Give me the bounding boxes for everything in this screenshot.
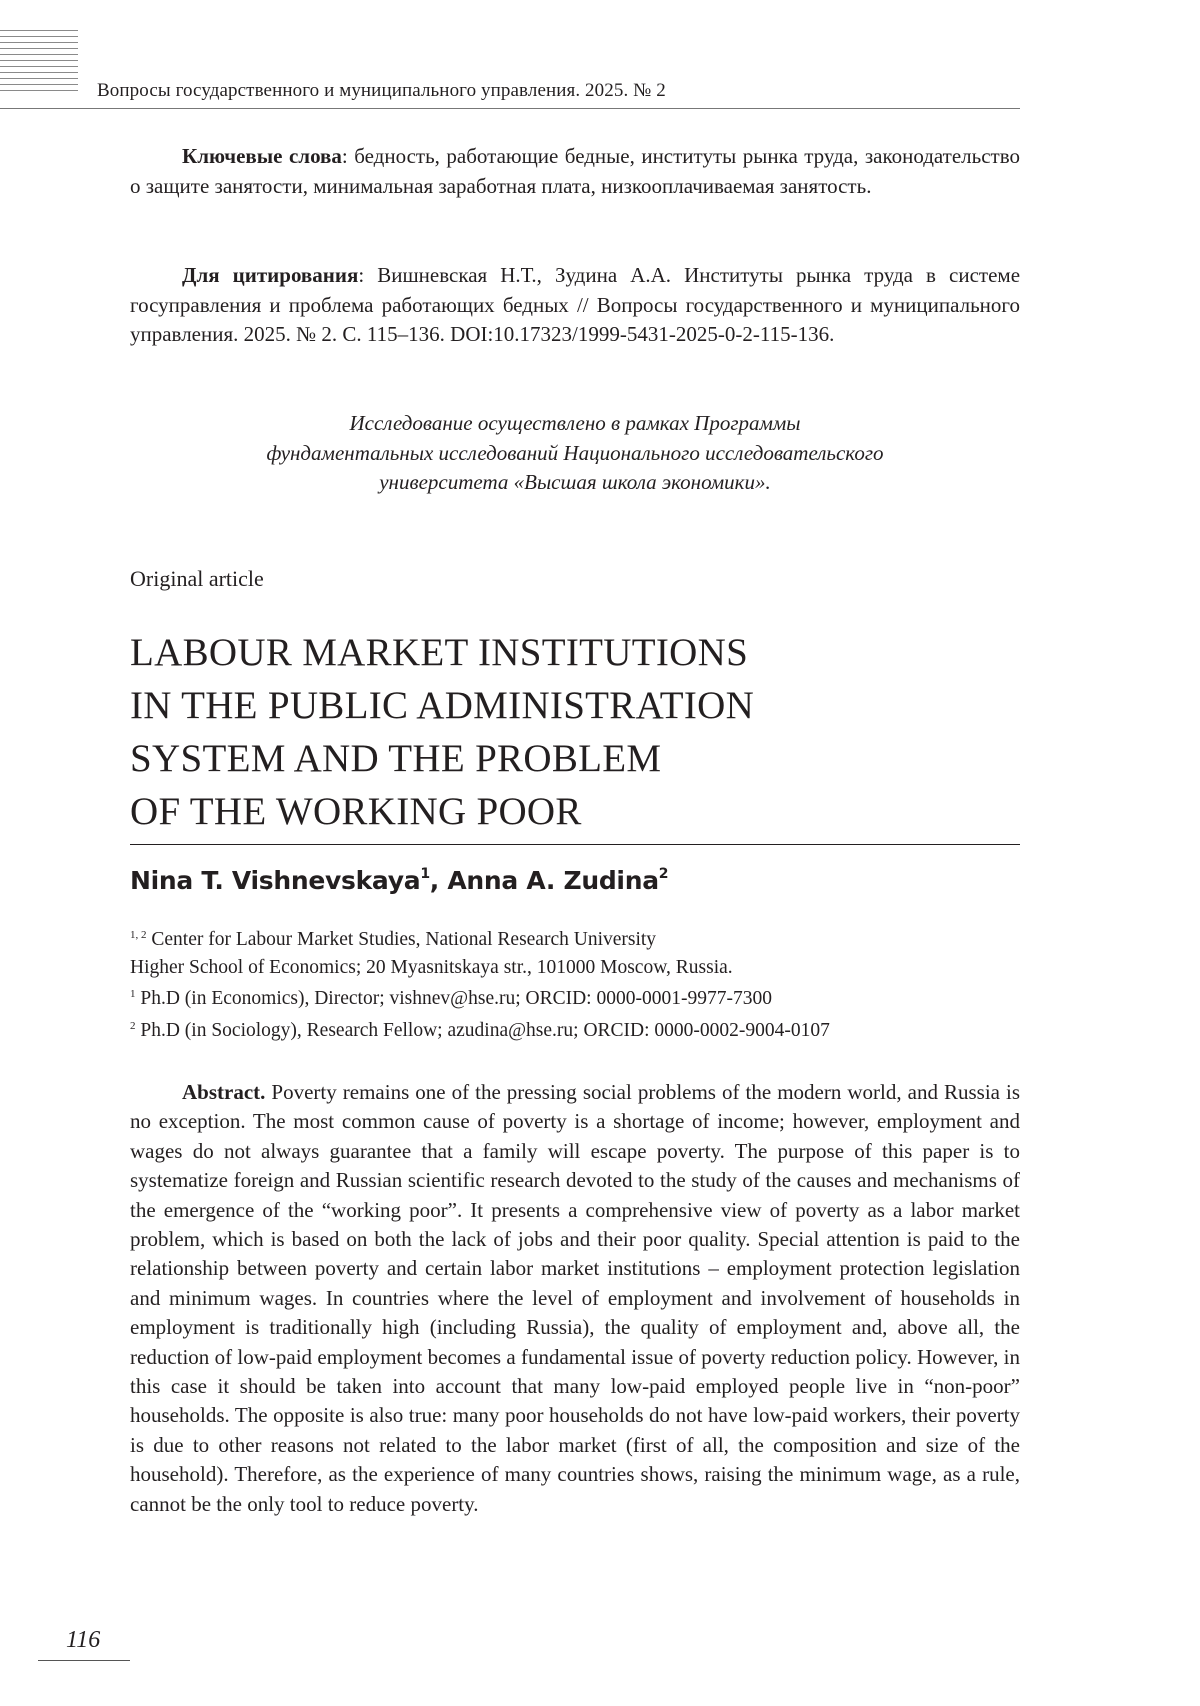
affiliations [130, 922, 1020, 1044]
keywords-label: Ключевые слова [182, 144, 342, 168]
affiliation-line-4 [130, 1013, 1020, 1045]
citation-paragraph [130, 261, 1020, 350]
affiliation-text-3: Ph.D (in Economics), Director; vishnev@hse.ru; ORCID: 0000-0001-9977-7300 [135, 988, 772, 1009]
funding-note [130, 409, 1020, 498]
title-line-2: IN THE PUBLIC ADMINISTRATION [130, 684, 755, 727]
affiliation-mark-1: 1, 2 [130, 929, 147, 941]
author-1: Nina T. Vishnevskaya [130, 866, 421, 895]
title-rule [130, 844, 1020, 845]
title-line-3: SYSTEM AND THE PROBLEM [130, 737, 662, 780]
title-line-4: OF THE WORKING POOR [130, 790, 582, 833]
author-2-affil-mark: 2 [658, 866, 669, 882]
abstract-text: Poverty remains one of the pressing social problems of the modern world, and Russia is no exception. The most common cause of poverty is a shortage of income; however, employment and wages do not always guarantee that a family will escape poverty. The purpose of this paper is to systematize foreign and Russian scientific research devoted to the study of the causes and mechanisms of the emergence of the “working poor”. It presents a comprehensive view of poverty as a labor market problem, which is based on both the lack of jobs and their poor quality. Special attention is paid to the relationship between poverty and certain labor market institutions – employment protection legislation and minimum wages. In countries where the level of employment and involvement of households in employment is traditionally high (including Russia), the quality of employment and, above all, the reduction of low-paid employment becomes a fundamental issue of poverty reduction policy. However, in this case it should be taken into account that many low-paid employed people live in “non-poor” households. The opposite is also true: many poor households do not have low-paid workers, their poverty is due to other reasons not related to the labor market (first of all, the composition and size of the household). Therefore, as the experience of many countries shows, raising the minimum wage, as a rule, cannot be the only tool to reduce poverty. [130, 1080, 1020, 1516]
title-line-1: LABOUR MARKET INSTITUTIONS [130, 631, 749, 674]
running-head: Вопросы государственного и муниципального управления. 2025. № 2 [97, 80, 666, 101]
authors-line [130, 866, 668, 895]
footer-rule [38, 1660, 130, 1661]
affiliation-text-1: Center for Labour Market Studies, National Research University [146, 929, 657, 950]
affiliation-mark-3: 2 [130, 1019, 136, 1032]
header-decoration-lines [0, 30, 78, 96]
article-type: Original article [130, 566, 264, 591]
keywords-text: : бедность, работающие бедные, институты рынка труда, законодательство о защите занятости, минимальная заработная плата, низкооплачиваемая занятость. [130, 144, 1020, 198]
header-rule [0, 108, 1020, 109]
affiliation-mark-2: 1 [130, 988, 136, 1000]
affiliation-line-2: Higher School of Economics; 20 Myasnitskaya str., 101000 Moscow, Russia. [130, 956, 733, 978]
funding-line-1: Исследование осуществлено в рамках Программы [349, 411, 801, 435]
keywords-paragraph [130, 142, 1020, 201]
abstract-paragraph [130, 1078, 1020, 1519]
funding-line-2: фундаментальных исследований Национального исследовательского [266, 440, 884, 465]
abstract-label: Abstract. [182, 1080, 266, 1104]
author-1-affil-mark: 1 [420, 866, 430, 882]
article-title [130, 626, 1020, 838]
page-number: 116 [66, 1627, 101, 1653]
author-2: Anna A. Zudina [447, 866, 659, 895]
funding-line-3: университета «Высшая школа экономики». [379, 470, 771, 494]
citation-label: Для цитирования [182, 263, 359, 287]
affiliation-text-4: Ph.D (in Sociology), Research Fellow; azudina@hse.ru; ORCID: 0000-0002-9004-0107 [135, 1019, 830, 1041]
citation-text: : Вишневская Н.Т., Зудина А.А. Институты рынка труда в системе госуправления и проблема работающих бедных // Вопросы государственного и муниципального управления. 2025. № 2. С. 115–136. DOI:10.17323/1999-5431-2025-0-2-115-136. [130, 263, 1021, 346]
affiliation-line-3 [130, 981, 1020, 1013]
author-separator: , [429, 866, 448, 895]
affiliation-line-1 [130, 922, 1020, 954]
